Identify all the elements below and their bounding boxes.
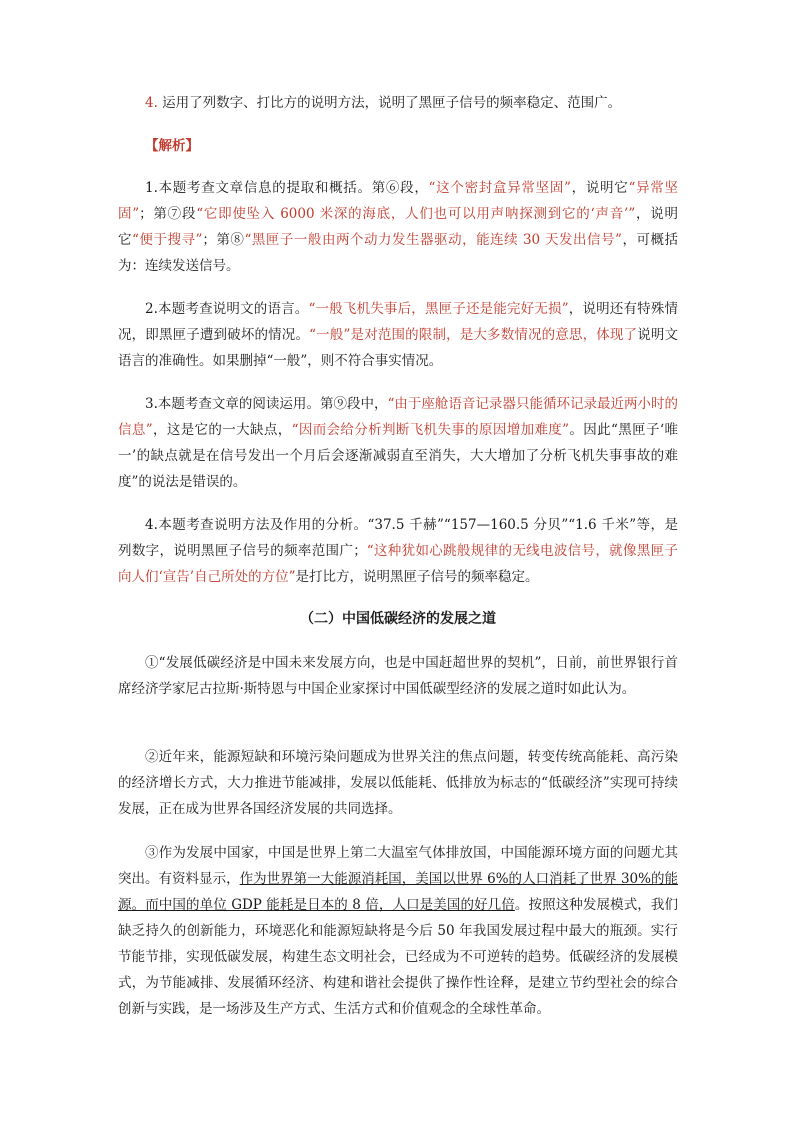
answer-number: 4. [145,95,158,111]
paragraph-2: ②近年来，能源短缺和环境污染问题成为世界关注的焦点问题，转变传统高能耗、高污染的经济增长方式，大力推进节能减排，发展以低能耗、低排放为标志的“低碳经济”实现可持续发展，正在成为世界各国经济发展的共同选择。 [118,749,678,817]
analysis-label: 【解析】 [145,138,199,154]
analysis-item-1: 1.本题考查文章信息的提取和概括。第⑥段，“这个密封盒异常坚固”，说明它“异常坚固”；第⑦段“它即使坠入 6000 米深的海底，人们也可以用声呐探测到它的‘声音’”，说明它“便于搜寻”；第⑧“黑匣子一般由两个动力发生器驱动，能连续 30 天发出信号”，可概括为：连续发送信号。 [118,180,679,274]
analysis-item-4: 4.本题考查说明方法及作用的分析。“37.5 千赫”“157—160.5 分贝”“1.6 千米”等，是列数字，说明黑匣子信号的频率范围广；“这种犹如心跳般规律的无线电波信号，就像黑匣子向人们‘宣告’自己所处的方位”是打比方，说明黑匣子信号的频率稳定。 [118,517,679,585]
underlined-passage: 作为世界第一大能源消耗国，美国以世界 6%的人口消耗了世界 30%的能源。而中国的单位 GDP 能耗是日本的 8 倍，人口是美国的好几倍 [118,871,678,913]
answer-text: 运用了列数字、打比方的说明方法，说明了黑匣子信号的频率稳定、范围广。 [157,95,622,111]
answer-item-4 [118,90,678,116]
paragraph-1: ①“发展低碳经济是中国未来发展方向，也是中国赶超世界的契机”，日前，前世界银行首席经济学家尼古拉斯·斯特恩与中国企业家探讨中国低碳型经济的发展之道时如此认为。 [118,655,678,697]
analysis-item-3: 3.本题考查文章的阅读运用。第⑨段中，“由于座舱语音记录器只能循环记录最近两小时的信息”，这是它的一大缺点，“因而会给分析判断飞机失事的原因增加难度”。因此“黑匣子‘唯一’的缺点就是在信号发出一个月后会逐渐减弱直至消失，大大增加了分析飞机失事事故的难度”的说法是错误的。 [118,396,678,490]
paragraph-3: ③作为发展中国家，中国是世界上第二大温室气体排放国，中国能源环境方面的问题尤其突出。有资料显示，作为世界第一大能源消耗国，美国以世界 6%的人口消耗了世界 30%的能源。而中国的单位 GDP 能耗是日本的 8 倍，人口是美国的好几倍。按照这种发展模式，我们缺乏持久的创新能力，环境恶化和能源短缺将是今后 50 年我国发展过程中最大的瓶颈。实行节能节排，实现低碳发展，构建生态文明社会，已经成为不可逆转的趋势。低碳经济的发展模式，为节能减排、发展循环经济、构建和谐社会提供了操作性诠释，是建立节约型社会的综合创新与实践，是一场涉及生产方式、生活方式和价值观念的全球性革命。 [118,845,679,1017]
analysis-item-2: 2.本题考查说明文的语言。“一般飞机失事后，黑匣子还是能完好无损”，说明还有特殊情况，即黑匣子遭到破坏的情况。“一般”是对范围的限制，是大多数情况的意思，体现了说明文语言的准确性。如果删掉“一般”，则不符合事实情况。 [118,301,679,369]
section-title: （二）中国低碳经济的发展之道 [300,611,496,627]
